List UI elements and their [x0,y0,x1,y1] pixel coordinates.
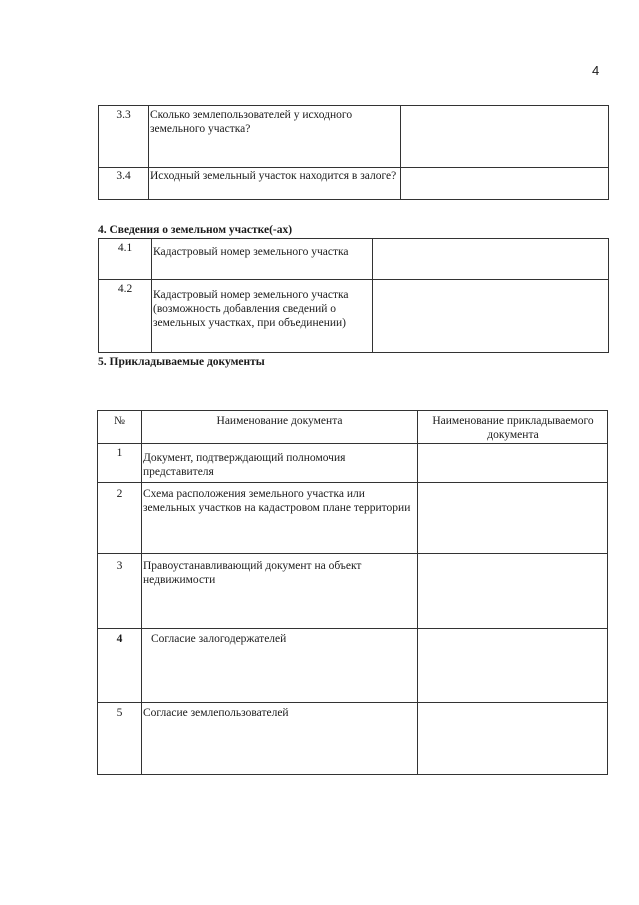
table-border [608,105,609,200]
row-number: 3.3 [116,109,131,121]
table-border [400,105,401,200]
document-name: Согласие залогодержателей [151,633,287,645]
question-text: Сколько землепользователей у исходного земельного участка? [150,109,353,135]
table-border [98,352,609,353]
table-border [97,410,608,411]
row-number: 5 [116,707,123,719]
table-border [98,167,609,168]
column-header-number: № [114,415,125,427]
table-border [141,410,142,775]
table-border [151,238,152,353]
field-label: Кадастровый номер земельного участка (возможность добавления сведений о земельных участках, при объединении) [153,289,349,329]
table-border [98,199,609,200]
table-border [98,238,609,239]
column-header-document: Наименование документа [216,415,343,427]
table-border [97,410,98,775]
section-4-heading: 4. Сведения о земельном участке(-ах) [98,224,293,236]
row-number: 4 [116,633,123,645]
row-number: 3 [116,560,123,572]
table-border [97,774,608,775]
document-name: Документ, подтверждающий полномочия представителя [143,452,346,478]
document-name: Согласие землепользователей [143,707,289,719]
table-border [97,702,608,703]
field-label: Кадастровый номер земельного участка [153,246,349,258]
question-text: Исходный земельный участок находится в залоге? [150,170,397,182]
table-border [98,105,609,106]
row-number: 4.1 [117,242,133,254]
row-number: 2 [116,488,123,500]
section-5-heading: 5. Прикладываемые документы [98,356,265,368]
row-number: 3.4 [116,170,131,182]
table-border [372,238,373,353]
table-border [97,628,608,629]
table-border [608,238,609,353]
table-border [97,482,608,483]
page-number: 4 [592,63,600,78]
column-header-attached: Наименование прикладываемого документа [432,415,594,441]
table-border [97,553,608,554]
document-name: Схема расположения земельного участка или земельных участков на кадастровом плане территории [143,488,411,514]
table-border [97,443,608,444]
row-number: 4.2 [117,283,133,295]
table-border [607,410,608,775]
document-name: Правоустанавливающий документ на объект недвижимости [143,560,362,586]
row-number: 1 [116,447,123,459]
table-border [148,105,149,200]
table-border [417,410,418,775]
table-border [98,279,609,280]
